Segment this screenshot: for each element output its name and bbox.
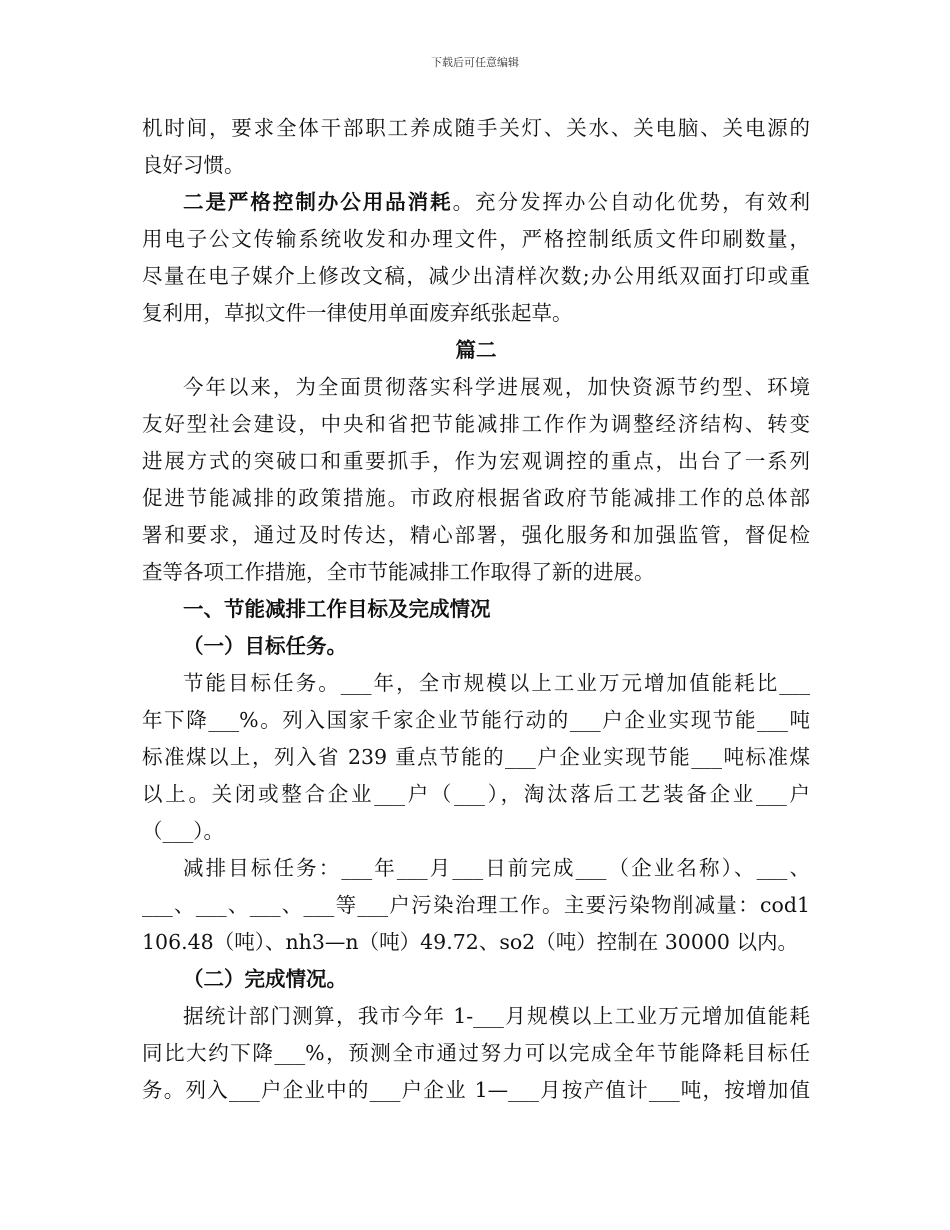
page-header: 下载后可任意编辑 [431,56,519,69]
paragraph-line: 署和要求，通过及时传达，精心部署，强化服务和加强监管，督促检 [142,523,810,547]
bold-lead: 二是严格控制办公用品消耗 [183,190,453,214]
subsection-heading: 一、节能减排工作目标及完成情况 [183,597,491,621]
paragraph-line: 节能目标任务。___年，全市规模以上工业万元增加值能耗比___ [183,671,810,695]
paragraph-line: 复利用，草拟文件一律使用单面废弃纸张起草。 [142,301,573,325]
paragraph-line: （___）。 [142,819,224,843]
paragraph-line: 友好型社会建设，中央和省把节能减排工作作为调整经济结构、转变 [142,412,810,436]
subsection-heading: （二）完成情况。 [183,967,347,991]
paragraph-line: 以上。关闭或整合企业___户（___），淘汰落后工艺装备企业___户 [142,782,810,806]
paragraph-line: 务。列入___户企业中的___户企业 1—___月按产值计___吨，按增加值 [142,1078,810,1102]
paragraph-line: 机时间，要求全体干部职工养成随手关灯、关水、关电脑、关电源的 [142,116,810,140]
paragraph-line: 尽量在电子媒介上修改文稿，减少出清样次数;办公用纸双面打印或重 [142,264,810,288]
paragraph-line: 促进节能减排的政策措施。市政府根据省政府节能减排工作的总体部 [142,486,810,510]
paragraph-line: 据统计部门测算，我市今年 1-___月规模以上工业万元增加值能耗 [183,1004,810,1028]
paragraph-line: 106.48（吨）、nh3—n（吨）49.72、so2（吨）控制在 30000 以内。 [142,930,798,954]
paragraph-line [142,184,810,221]
paragraph-line: 今年以来，为全面贯彻落实科学进展观，加快资源节约型、环境 [183,375,810,399]
section-heading: 篇二 [455,338,497,362]
paragraph-line: 同比大约下降___%，预测全市通过努力可以完成全年节能降耗目标任 [142,1041,810,1065]
paragraph-line: 减排目标任务：___年___月___日前完成___（企业名称）、___、 [183,856,810,880]
paragraph-text: 。充分发挥办公自动化优势，有效利 [452,190,811,214]
paragraph-line: 查等各项工作措施，全市节能减排工作取得了新的进展。 [142,560,655,584]
paragraph-line: 标准煤以上，列入省 239 重点节能的___户企业实现节能___吨标准煤 [142,745,810,769]
paragraph-line: 进展方式的突破口和重要抓手，作为宏观调控的重点，出台了一系列 [142,449,810,473]
paragraph-line: 年下降___%。列入国家千家企业节能行动的___户企业实现节能___吨 [142,708,810,732]
paragraph-line: ___、___、___、___等___户污染治理工作。主要污染物削减量：cod1 [142,893,810,917]
paragraph-line: 良好习惯。 [142,153,245,177]
paragraph-line: 用电子公文传输系统收发和办理文件，严格控制纸质文件印刷数量， [142,227,810,251]
document-body [142,110,810,1109]
subsection-heading: （一）目标任务。 [183,634,347,658]
